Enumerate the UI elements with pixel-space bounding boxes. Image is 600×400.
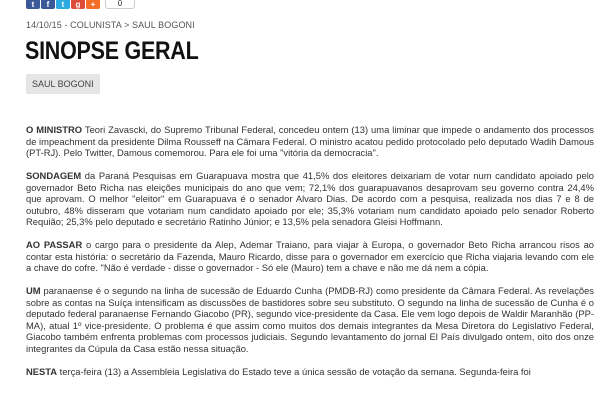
article-body	[26, 124, 594, 389]
article-paragraph	[26, 124, 594, 159]
article-paragraph	[26, 170, 594, 228]
breadcrumb	[26, 20, 195, 30]
tumblr-share-button[interactable]	[26, 0, 40, 9]
paragraph-lead: NESTA	[26, 365, 58, 377]
paragraph-text: da Paraná Pesquisas em Guarapuava mostra que 41,5% dos eleitores deixariam de votar num candidato apoiado pelo governador Beto Richa nas eleições municipais do ano que vem; 72,1% dos guarapuavanos desaprovam seu governo contra 24,4% que aprovam. O melhor "eleitor" em Guarapuava é o senador Alvaro Dias. De acordo com a pesquisa, realizada nos dias 7 e 8 de outubro, 48% disseram que votariam num candidato apoiado por ele; 35,3% votariam num candidato apoiado pelo senador Roberto Requião; 25,3% pelo deputado e secretário Ratinho Júnior; e 13,5% pela senadora Gleisi Hoffmann.	[26, 170, 594, 227]
article-paragraph	[26, 285, 594, 354]
facebook-icon: f	[46, 0, 50, 9]
paragraph-lead: AO PASSAR	[26, 239, 83, 250]
paragraph-lead: SONDAGEM	[26, 170, 82, 181]
paragraph-text: terça-feira (13) a Assembleia Legislativa do Estado teve a única sessão de votação da semana. Segunda-feira foi	[57, 365, 531, 377]
article-title: SINOPSE GERAL	[25, 37, 199, 65]
twitter-icon: t	[61, 0, 65, 9]
google-plus-share-button[interactable]	[71, 0, 85, 9]
twitter-share-button[interactable]	[56, 0, 70, 9]
breadcrumb-separator: >	[121, 20, 132, 30]
article-paragraph	[26, 239, 594, 274]
author-tag[interactable]: SAUL BOGONI	[26, 74, 100, 94]
paragraph-text: o cargo para o presidente da Alep, Ademar Traiano, para viajar à Europa, o governador Beto Richa arrancou risos ao contar esta história: o secretário da Fazenda, Mauro Ricardo, disse para o governador em exercício que Richa viajaria levando com ele a chave do cofre. "Não é verdade - disse o governador - Só ele (Mauro) tem a chave e não me dá nem a cópia.	[26, 239, 594, 273]
breadcrumb-separator: -	[61, 20, 71, 30]
share-count: 0	[105, 0, 135, 9]
article-paragraph	[26, 366, 594, 378]
paragraph-lead: UM	[26, 285, 41, 296]
google-plus-icon: g	[75, 0, 81, 9]
paragraph-text: Teori Zavascki, do Supremo Tribunal Federal, concedeu ontem (13) uma liminar que impede o andamento dos processos de impeachment da presidente Dilma Rousseff na Câmara Federal. O ministro acatou pedido protocolado pelo deputado Wadih Damous (PT-RJ). Pelo Twitter, Damous comemorou. Para ele foi uma "vitória da democracia".	[26, 124, 594, 158]
paragraph-text: paranaense é o segundo na linha de sucessão de Eduardo Cunha (PMDB-RJ) como presidente da Câmara Federal. As revelações sobre as contas na Suíça intensificam as discussões de bastidores sobre seu substituto. O segundo na linha de sucessão de Cunha é o deputado federal paranaense Fernando Giacobo (PR), segundo vice-presidente da Casa. Ele vem logo depois de Waldir Maranhão (PP-MA), atual 1º vice-presidente. O problema é que assim como muitos dos demais integrantes da Mesa Diretora do Legislativo Federal, Giacobo também enfrenta problemas com processos judiciais. Segundo levantamento do jornal El País divulgado ontem, oito dos onze integrantes da Cúpula da Casa estão nessa situação.	[26, 285, 594, 354]
facebook-share-button[interactable]	[41, 0, 55, 9]
plus-icon: +	[90, 0, 96, 9]
breadcrumb-date: 14/10/15	[26, 20, 62, 30]
share-bar	[26, 0, 135, 9]
breadcrumb-section-link[interactable]: COLUNISTA	[70, 20, 122, 30]
more-share-button[interactable]	[86, 0, 100, 9]
paragraph-lead: O MINISTRO	[26, 124, 83, 135]
tumblr-icon: t	[31, 0, 35, 9]
breadcrumb-author-link[interactable]: SAUL BOGONI	[131, 20, 195, 30]
